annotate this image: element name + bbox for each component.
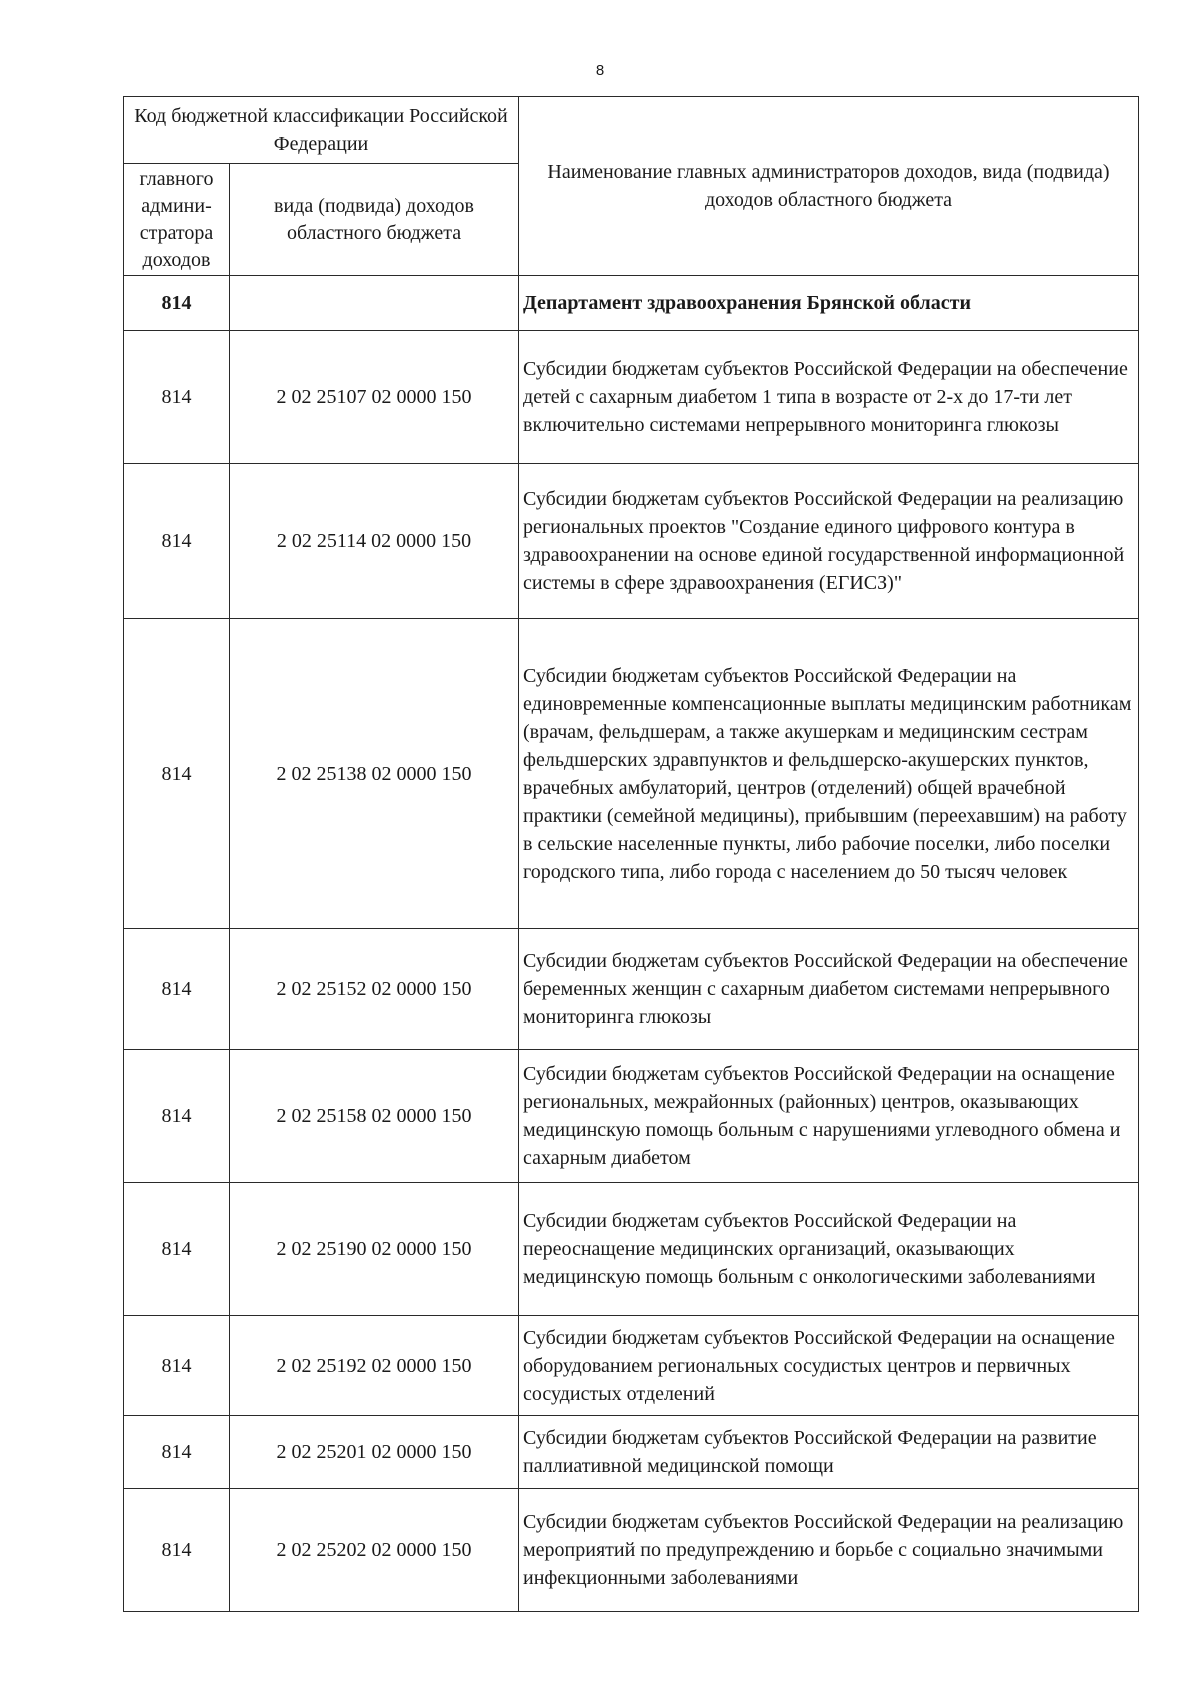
table-row bbox=[124, 619, 1139, 929]
income-code: 2 02 25202 02 0000 150 bbox=[230, 1489, 519, 1612]
table-row bbox=[124, 929, 1139, 1050]
income-code: 2 02 25107 02 0000 150 bbox=[230, 331, 519, 464]
table-row bbox=[124, 1416, 1139, 1489]
table-row bbox=[124, 331, 1139, 464]
income-code: 2 02 25152 02 0000 150 bbox=[230, 929, 519, 1050]
income-name: Субсидии бюджетам субъектов Российской Федерации на реализацию мероприятий по предупреждению и борьбе с социально значимыми инфекционными заболеваниями bbox=[519, 1489, 1139, 1612]
admin-code: 814 bbox=[124, 1416, 230, 1489]
income-code: 2 02 25190 02 0000 150 bbox=[230, 1183, 519, 1316]
admin-code: 814 bbox=[124, 331, 230, 464]
admin-code: 814 bbox=[124, 1050, 230, 1183]
income-code: 2 02 25138 02 0000 150 bbox=[230, 619, 519, 929]
income-code: 2 02 25201 02 0000 150 bbox=[230, 1416, 519, 1489]
table-row bbox=[124, 1050, 1139, 1183]
income-name: Субсидии бюджетам субъектов Российской Федерации на обеспечение детей с сахарным диабетом 1 типа в возрасте от 2-х до 17-ти лет включительно системами непрерывного мониторинга глюкозы bbox=[519, 331, 1139, 464]
income-code: 2 02 25158 02 0000 150 bbox=[230, 1050, 519, 1183]
income-name: Субсидии бюджетам субъектов Российской Федерации на переоснащение медицинских организаций, оказывающих медицинскую помощь больным с онкологическими заболеваниями bbox=[519, 1183, 1139, 1316]
income-code: 2 02 25192 02 0000 150 bbox=[230, 1316, 519, 1416]
budget-classification-table bbox=[123, 96, 1139, 1612]
income-name: Субсидии бюджетам субъектов Российской Федерации на оснащение региональных, межрайонных (районных) центров, оказывающих медицинскую помощь больным с нарушениями углеводного обмена и сахарным диабетом bbox=[519, 1050, 1139, 1183]
income-name: Субсидии бюджетам субъектов Российской Федерации на обеспечение беременных женщин с сахарным диабетом системами непрерывного мониторинга глюкозы bbox=[519, 929, 1139, 1050]
admin-code: 814 bbox=[124, 1316, 230, 1416]
table-row bbox=[124, 1489, 1139, 1612]
income-name: Субсидии бюджетам субъектов Российской Федерации на развитие паллиативной медицинской помощи bbox=[519, 1416, 1139, 1489]
income-name: Субсидии бюджетам субъектов Российской Федерации на реализацию региональных проектов "Создание единого цифрового контура в здравоохранении на основе единой государственной информационной системы в сфере здравоохранения (ЕГИСЗ)" bbox=[519, 464, 1139, 619]
header-administrator-name: Наименование главных администраторов доходов, вида (подвида) доходов областного бюджета bbox=[519, 97, 1139, 276]
admin-code: 814 bbox=[124, 1183, 230, 1316]
page-number: 8 bbox=[595, 62, 605, 79]
admin-code: 814 bbox=[124, 619, 230, 929]
table-row bbox=[124, 1316, 1139, 1416]
header-main-administrator: главного админи- стратора доходов bbox=[124, 164, 230, 276]
header-budget-classification-code: Код бюджетной классификации Российской Федерации bbox=[124, 97, 519, 164]
income-code: 2 02 25114 02 0000 150 bbox=[230, 464, 519, 619]
department-empty-cell bbox=[230, 276, 519, 331]
admin-code: 814 bbox=[124, 1489, 230, 1612]
table-row bbox=[124, 1183, 1139, 1316]
table-row bbox=[124, 464, 1139, 619]
income-name: Субсидии бюджетам субъектов Российской Федерации на оснащение оборудованием региональных сосудистых центров и первичных сосудистых отделений bbox=[519, 1316, 1139, 1416]
header-income-type: вида (подвида) доходов областного бюджета bbox=[230, 164, 519, 276]
income-name: Субсидии бюджетам субъектов Российской Федерации на единовременные компенсационные выплаты медицинским работникам (врачам, фельдшерам, а также акушеркам и медицинским сестрам фельдшерских здравпунктов и фельдшерско-акушерских пунктов, врачебных амбулаторий, центров (отделений) общей врачебной практики (семейной медицины), прибывшим (переехавшим) на работу в сельские населенные пункты, либо рабочие поселки, либо поселки городского типа, либо города с населением до 50 тысяч человек bbox=[519, 619, 1139, 929]
department-row bbox=[124, 276, 1139, 331]
admin-code: 814 bbox=[124, 464, 230, 619]
department-name: Департамент здравоохранения Брянской области bbox=[519, 276, 1139, 331]
department-code: 814 bbox=[124, 276, 230, 331]
admin-code: 814 bbox=[124, 929, 230, 1050]
